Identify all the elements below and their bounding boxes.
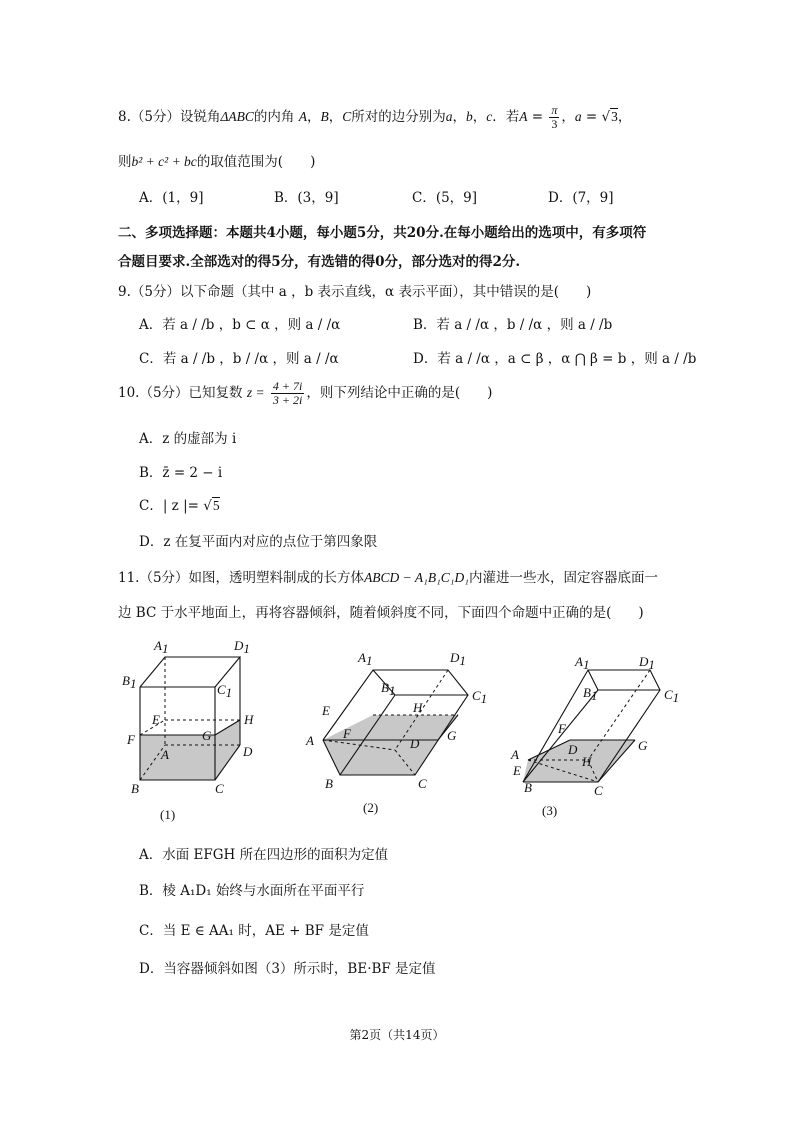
fig1-a1: A1	[154, 638, 169, 656]
q8-angle-c: C	[342, 109, 352, 124]
fig2-c1: C1	[472, 688, 488, 706]
fig3-f: F	[558, 721, 566, 736]
fig2-h: H	[413, 700, 423, 715]
q11-option-b: B．棱 A₁D₁ 始终与水面所在平面平行	[139, 883, 365, 899]
q8-prefix: 8.（5分）设锐角	[118, 109, 221, 125]
q8-option-b: B．(3，9]	[274, 190, 339, 206]
fig2-g: G	[447, 728, 457, 743]
figure-3-caption: (3)	[542, 803, 558, 818]
q8-option-c: C．(5，9]	[412, 190, 478, 206]
q10-fraction	[271, 380, 304, 407]
q10-option-a: A．z 的虚部为 i	[139, 431, 237, 447]
fig2-c: C	[418, 776, 427, 791]
q10-option-b: B．z̄ = 2 − i	[139, 465, 223, 481]
fig1-g: G	[202, 728, 212, 743]
fig1-e: E	[152, 712, 160, 727]
fig3-c1: C1	[664, 687, 680, 705]
q8-line2-prefix: 则	[118, 154, 132, 170]
q10-denominator: 3 + 2i	[272, 393, 303, 407]
fig3-a1: A1	[575, 654, 590, 672]
fig3-g: G	[638, 738, 648, 753]
q8-pi: π	[551, 103, 558, 117]
fig3-h: H	[582, 754, 592, 769]
q11-option-a: A．水面 EFGH 所在四边形的面积为定值	[139, 847, 389, 863]
q10-sqrt5: 5	[212, 498, 220, 513]
q11-cube: ABCD − A₁B₁C₁D₁	[364, 570, 469, 585]
q10-option-c-text: C．| z |=	[139, 498, 199, 514]
fig3-d: D	[568, 742, 578, 757]
figure-2	[305, 650, 487, 815]
q11-option-c: C．当 E ∈ AA₁ 时，AE + BF 是定值	[139, 923, 369, 939]
fig2-b1: B1	[381, 680, 396, 698]
q10-option-d: D．z 在复平面内对应的点位于第四象限	[139, 534, 378, 550]
section2-line1: 二、多项选择题：本题共4小题，每小题5分，共20分.在每小题给出的选项中，有多项符	[118, 225, 647, 241]
fig3-e: E	[513, 763, 521, 778]
q8-line2-suffix: 的取值范围为( )	[196, 154, 316, 170]
q8-pi-over-3	[549, 104, 559, 131]
page-footer: 第2页（共14页）	[349, 1028, 445, 1042]
fig3-b1: B1	[583, 685, 598, 703]
q8-three: 3	[551, 117, 558, 131]
fig2-b: B	[325, 776, 333, 791]
q8-line1: 8.（5分）设锐角ΔABC的内角 A，B，C所对的边分别为a，b，c．若A = $\frac{\pi}{3}$ ，a = √3，	[118, 103, 632, 131]
q8-cond: ．若	[492, 109, 520, 125]
q10-stem	[118, 380, 492, 407]
fig1-c1: C1	[217, 682, 233, 700]
fig1-f: F	[127, 732, 135, 747]
fig2-d1: D1	[450, 650, 466, 668]
q11-line1b: 内灌进一些水，固定容器底面一	[468, 570, 658, 586]
fig3-c: C	[594, 783, 603, 798]
q8-a-eq: a	[574, 109, 582, 124]
q8-mid2: 所对的边分别为	[351, 109, 446, 125]
q9-stem: 9.（5分）以下命题（其中 a ，b 表示直线，α 表示平面），其中错误的是( )	[118, 284, 592, 300]
q9-option-b: B．若 a / /α ，b / /α ，则 a / /b	[413, 317, 613, 333]
fig1-c: C	[215, 781, 224, 796]
section2-line2: 合题目要求.全部选对的得5分，有选错的得0分，部分选对的得2分.	[118, 254, 521, 270]
fig2-d: D	[410, 736, 420, 751]
q8-angle-a: A	[298, 109, 307, 124]
q8-triangle: ΔABC	[220, 109, 254, 124]
q11-line2: 边 BC 于水平地面上，再将容器倾斜，随着倾斜度不同，下面四个命题中正确的是( )	[118, 605, 644, 621]
fig2-e: E	[322, 703, 330, 718]
q8-side-c: c	[486, 109, 493, 124]
fig1-d: D	[243, 744, 253, 759]
q9-option-d: D．若 a / /α ，a ⊂ β ，α ⋂ β = b ，则 a / /b	[413, 351, 697, 367]
figure-3	[510, 654, 679, 818]
fig1-b: B	[131, 781, 139, 796]
q10-option-c: C．| z |= √5	[139, 498, 220, 514]
figure-2-caption: (2)	[363, 800, 379, 815]
fig1-d1: D1	[234, 638, 250, 656]
q10-z-eq: z =	[246, 385, 265, 400]
q8-side-a: a	[445, 109, 453, 124]
q8-aeq: A	[519, 109, 528, 124]
q8-sqrt3: 3	[611, 109, 618, 124]
figure-1	[122, 638, 254, 822]
q11-line1a: 11.（5分）如图，透明塑料制成的长方体	[118, 570, 365, 586]
q8-line2	[118, 150, 315, 170]
q11-option-d: D．当容器倾斜如图（3）所示时，BE·BF 是定值	[139, 961, 436, 977]
fig3-a: A	[511, 747, 519, 762]
q8-option-d: D．(7，9]	[548, 190, 614, 206]
fig1-a: A	[161, 747, 169, 762]
fig2-a: A	[306, 733, 314, 748]
q8-option-a: A．(1，9]	[139, 190, 204, 206]
q10-suffix: ，则下列结论中正确的是( )	[306, 385, 493, 401]
fig1-h: H	[244, 712, 254, 727]
q9-option-a: A．若 a / /b ，b ⊂ α ，则 a / /α	[139, 317, 341, 333]
fig2-f: F	[343, 726, 351, 741]
fig1-b1: B1	[122, 673, 137, 691]
q11-figures	[110, 632, 710, 832]
fig3-b: B	[524, 780, 532, 795]
q10-prefix: 10.（5分）已知复数	[118, 385, 243, 401]
figure-2-water	[323, 715, 458, 775]
q8-mid1: 的内角	[253, 109, 295, 125]
q10-numerator: 4 + 7i	[272, 379, 303, 393]
q8-angle-b: B	[320, 109, 329, 124]
q8-side-b: b	[465, 109, 473, 124]
q8-expression: b² + c² + bc	[131, 154, 197, 169]
q11-line1	[118, 566, 658, 586]
fig3-d1: D1	[639, 654, 655, 672]
figure-1-caption: (1)	[160, 807, 176, 822]
q9-option-c: C．若 a / /b ，b / /α ，则 a / /α	[139, 351, 339, 367]
fig2-a1: A1	[358, 650, 373, 668]
